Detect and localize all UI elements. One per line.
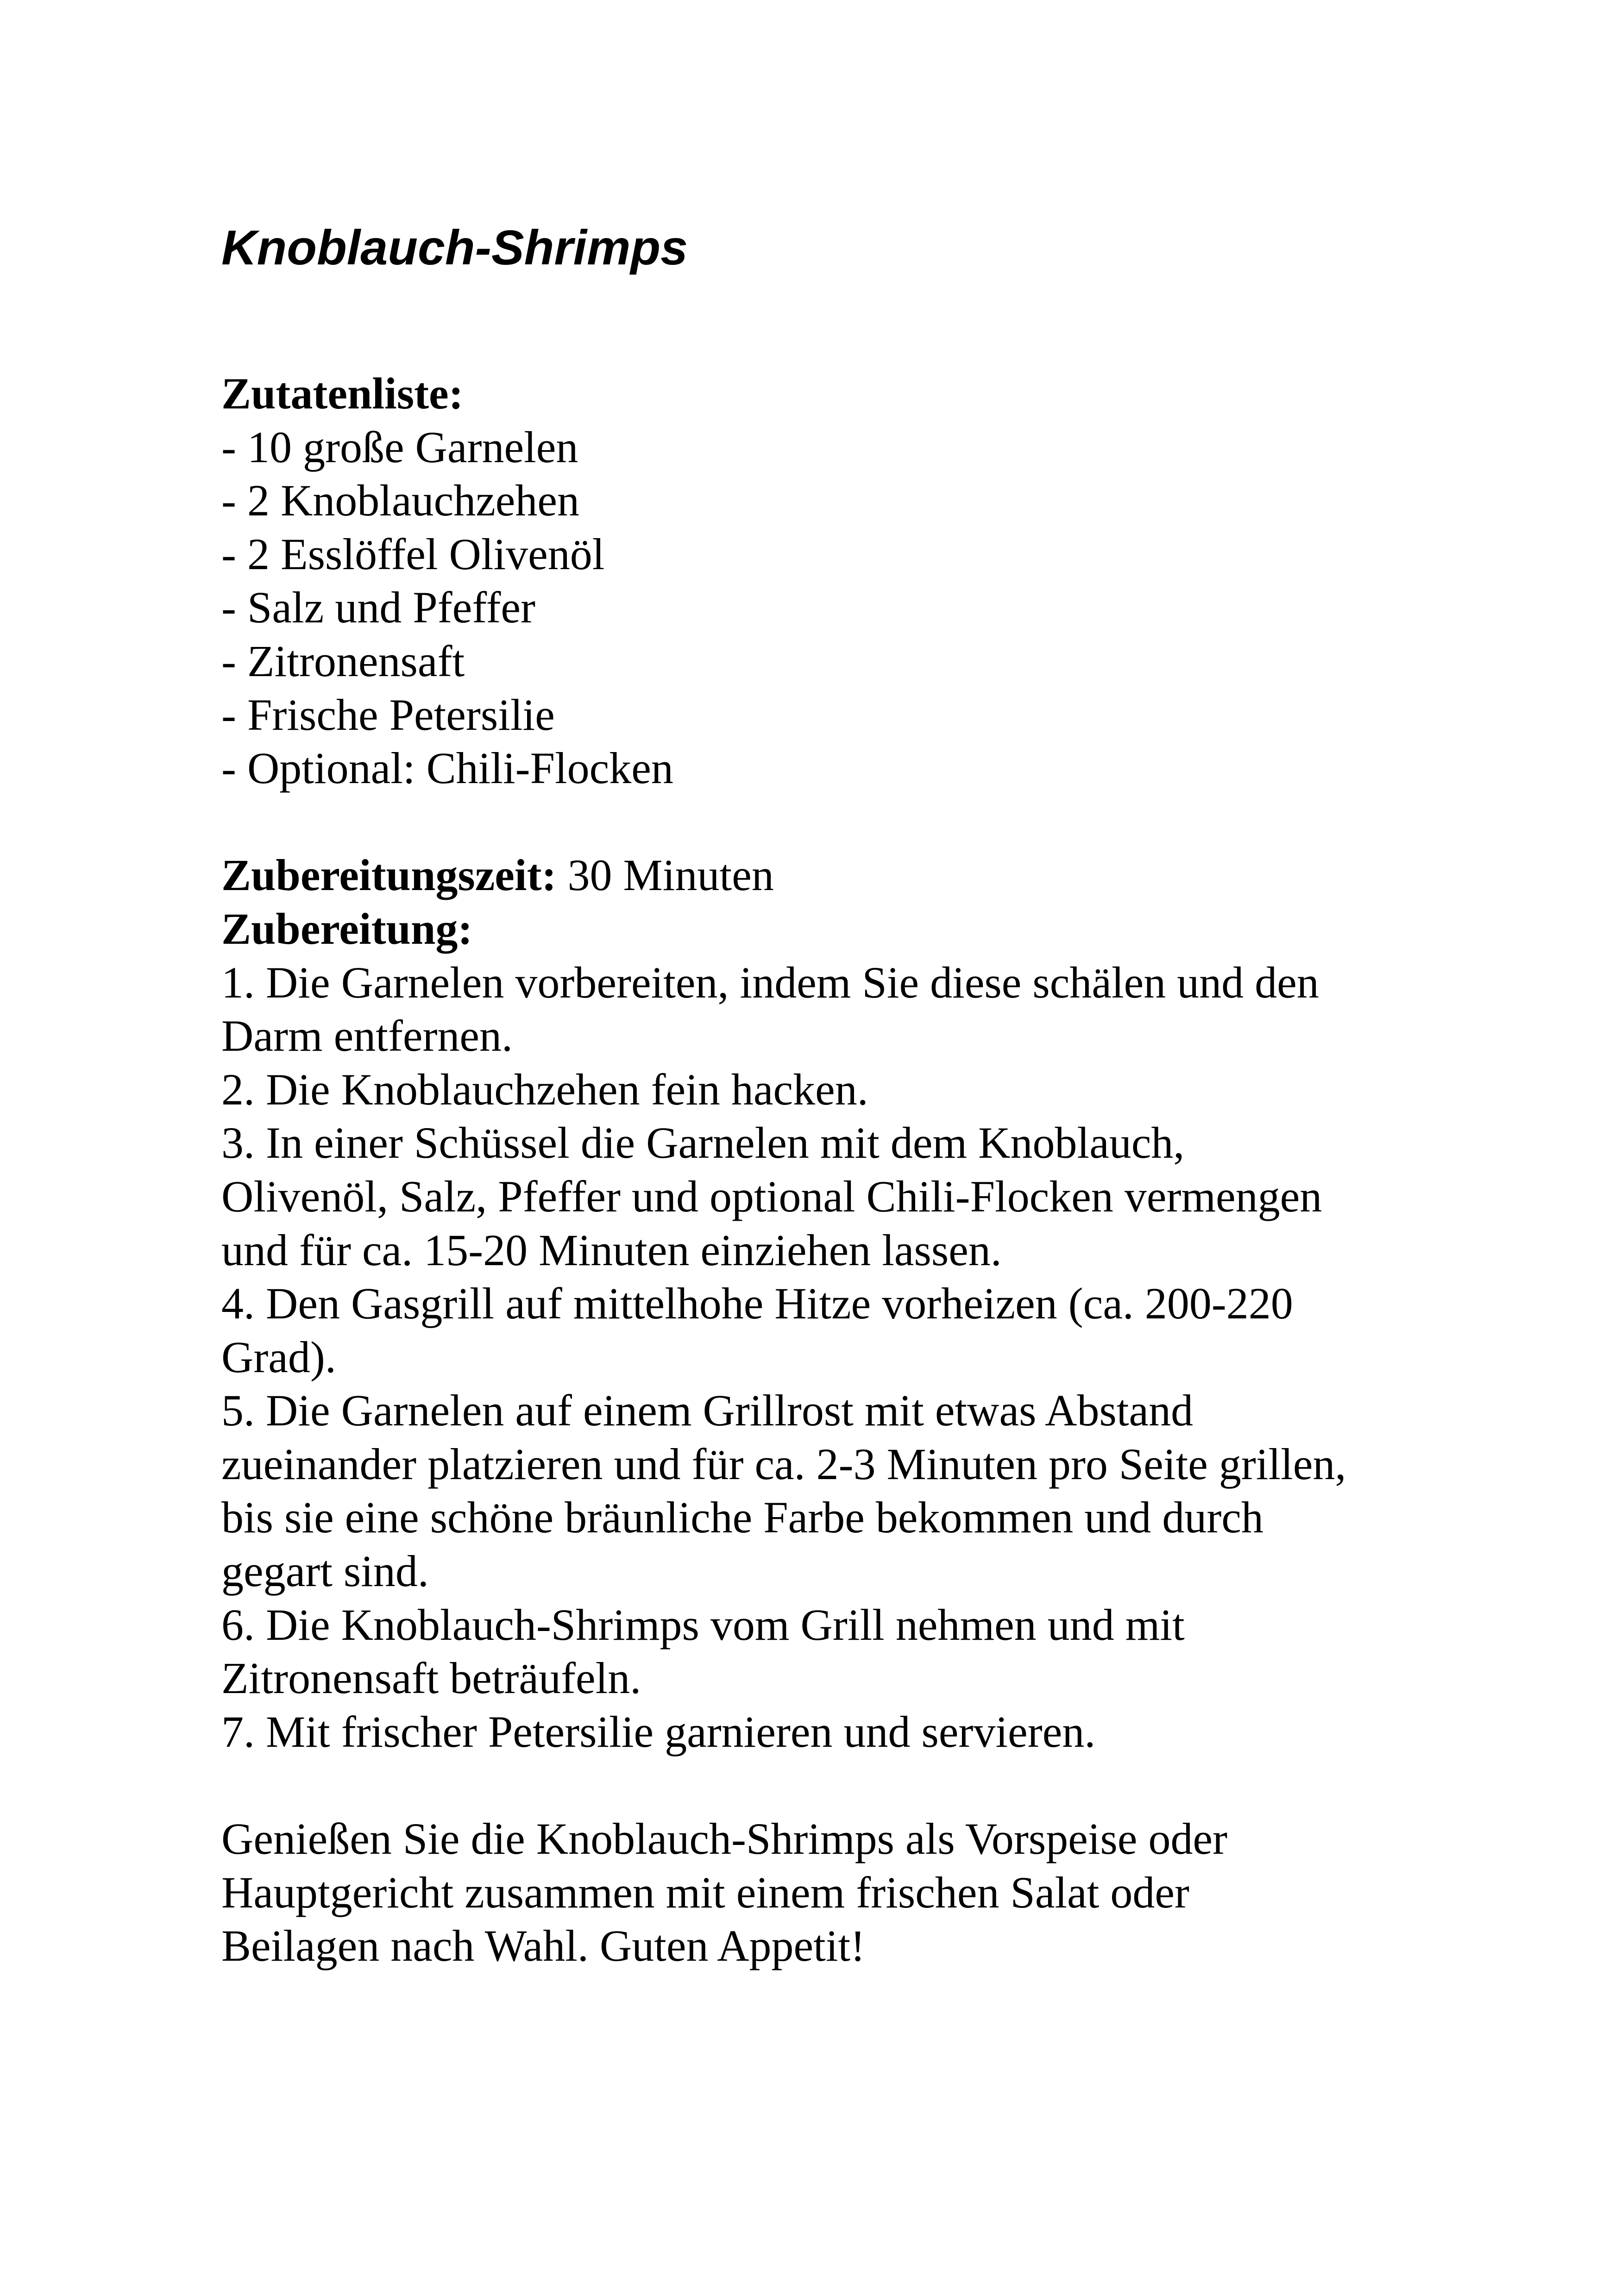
step-item: 6. Die Knoblauch-Shrimps vom Grill nehmen und mit Zitronensaft beträufeln. <box>221 1600 1185 1703</box>
step-item: 7. Mit frischer Petersilie garnieren und servieren. <box>221 1706 1096 1757</box>
step-item: 2. Die Knoblauchzehen fein hacken. <box>221 1064 868 1114</box>
ingredient-item: - 2 Esslöffel Olivenöl <box>221 529 605 579</box>
prep-time-value: 30 Minuten <box>556 850 774 900</box>
ingredient-item: - Frische Petersilie <box>221 690 555 740</box>
prep-time <box>221 848 1472 902</box>
recipe-title: Knoblauch-Shrimps <box>221 220 688 275</box>
steps-list <box>221 956 1472 1759</box>
step-item: 4. Den Gasgrill auf mittelhohe Hitze vorheizen (ca. 200-220 Grad). <box>221 1279 1293 1382</box>
ingredient-item: - Optional: Chili-Flocken <box>221 743 673 793</box>
step-item: 1. Die Garnelen vorbereiten, indem Sie diese schälen und den Darm entfernen. <box>221 957 1319 1061</box>
ingredients-heading: Zutatenliste: <box>221 369 464 418</box>
prep-time-label: Zubereitungszeit: <box>221 850 557 900</box>
recipe-body <box>221 367 1472 1973</box>
ingredient-item: - Zitronensaft <box>221 636 465 686</box>
spacer <box>221 1758 1472 1812</box>
ingredient-item: - Salz und Pfeffer <box>221 583 535 633</box>
step-item: 5. Die Garnelen auf einem Grillrost mit etwas Abstand zueinander platzieren und für ca. 2-3 Minuten pro Seite grillen, bis sie eine schöne bräunliche Farbe bekommen und durch gegart sind. <box>221 1386 1346 1596</box>
recipe-content <box>221 218 1472 1973</box>
ingredients-list <box>221 420 1472 795</box>
spacer <box>221 795 1472 849</box>
ingredient-item: - 2 Knoblauchzehen <box>221 476 580 526</box>
step-item: 3. In einer Schüssel die Garnelen mit dem Knoblauch, Olivenöl, Salz, Pfeffer und optional Chili-Flocken vermengen und für ca. 15-20 Minuten einziehen lassen. <box>221 1118 1322 1275</box>
closing-paragraph: Genießen Sie die Knoblauch-Shrimps als Vorspeise oder Hauptgericht zusammen mit einem frischen Salat oder Beilagen nach Wahl. Guten Appetit! <box>221 1814 1228 1971</box>
ingredient-item: - 10 große Garnelen <box>221 422 578 472</box>
steps-heading: Zubereitung: <box>221 903 473 954</box>
